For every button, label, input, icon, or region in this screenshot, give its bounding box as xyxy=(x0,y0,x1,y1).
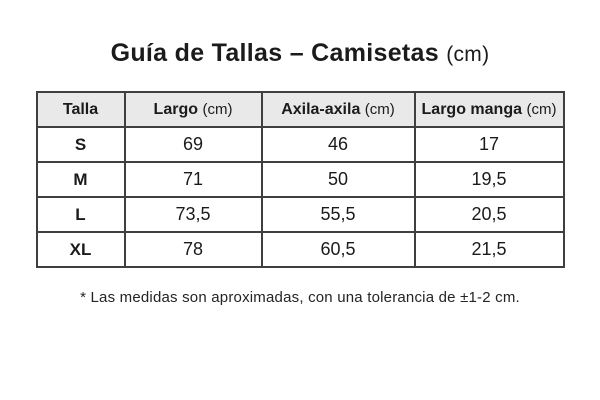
column-header-talla xyxy=(37,92,125,127)
measurement-cell-manga: 19,5 xyxy=(415,162,564,197)
measurement-cell-axila: 60,5 xyxy=(262,232,415,267)
page-title-main: Guía de Tallas – Camisetas xyxy=(110,39,439,67)
table-row-l xyxy=(37,197,564,232)
size-cell: L xyxy=(37,197,125,232)
header-unit: (cm) xyxy=(202,100,233,118)
page-title xyxy=(0,0,600,68)
size-table-body xyxy=(37,127,564,267)
page-title-unit: (cm) xyxy=(446,43,490,66)
size-cell: XL xyxy=(37,232,125,267)
measurement-cell-manga: 20,5 xyxy=(415,197,564,232)
measurement-cell-largo: 73,5 xyxy=(125,197,262,232)
measurement-cell-largo: 71 xyxy=(125,162,262,197)
header-label: Talla xyxy=(62,100,99,118)
size-cell: M xyxy=(37,162,125,197)
measurement-cell-axila: 46 xyxy=(262,127,415,162)
tolerance-footnote: * Las medidas son aproximadas, con una tolerancia de ±1-2 cm. xyxy=(80,289,520,306)
header-unit: (cm) xyxy=(526,100,557,118)
measurement-cell-largo: 78 xyxy=(125,232,262,267)
measurement-cell-axila: 50 xyxy=(262,162,415,197)
size-table-header xyxy=(37,92,564,127)
size-table xyxy=(36,91,565,268)
size-cell: S xyxy=(37,127,125,162)
table-row-s xyxy=(37,127,564,162)
measurement-cell-manga: 21,5 xyxy=(415,232,564,267)
column-header-axila xyxy=(262,92,415,127)
column-header-manga xyxy=(415,92,564,127)
column-header-largo xyxy=(125,92,262,127)
measurement-cell-axila: 55,5 xyxy=(262,197,415,232)
header-label: Largo xyxy=(153,100,198,118)
header-label: Axila-axila xyxy=(281,100,361,118)
measurement-cell-largo: 69 xyxy=(125,127,262,162)
table-row-xl xyxy=(37,232,564,267)
measurement-cell-manga: 17 xyxy=(415,127,564,162)
header-row xyxy=(37,92,564,127)
header-unit: (cm) xyxy=(364,100,395,118)
table-row-m xyxy=(37,162,564,197)
header-label: Largo manga xyxy=(421,100,522,118)
